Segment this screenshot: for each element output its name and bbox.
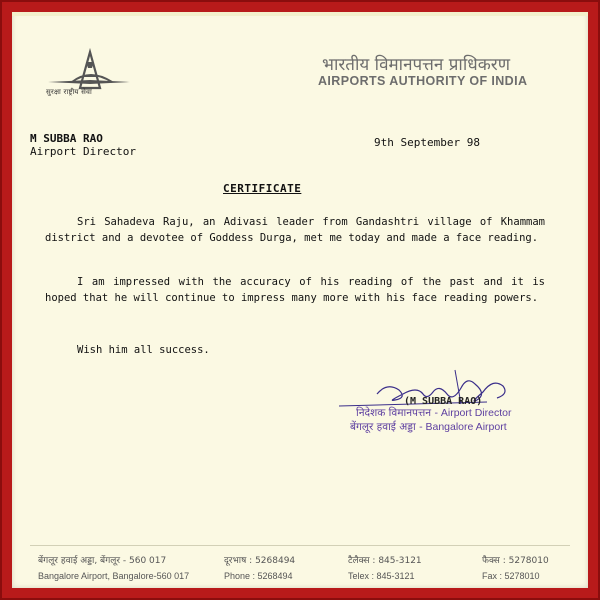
certificate-paragraph-1: Sri Sahadeva Raju, an Adivasi leader from Gandashtri village of Khammam district and a devotee of Goddess Durga, met me today and made a face reading.: [45, 216, 545, 244]
footer-phone-hindi: दूरभाष : 5268494: [224, 556, 296, 566]
certificate-paragraph-2: I am impressed with the accuracy of his reading of the past and it is hoped that he will continue to impress many more with his face reading powers.: [45, 276, 545, 304]
certificate-paragraph-3: Wish him all success.: [77, 344, 210, 356]
letter-page: [12, 12, 588, 588]
sender-designation: Airport Director: [30, 145, 136, 158]
designation-stamp-line-2: [350, 420, 507, 434]
footer-divider: [30, 545, 570, 546]
footer-address-hindi: बेंगलूर हवाई अड्डा, बेंगलूर - 560 017: [38, 556, 167, 566]
place-hindi: बेंगलूर हवाई अड्डा: [350, 421, 416, 433]
letter-date: 9th September 98: [374, 136, 480, 149]
designation-stamp-line-1: [356, 406, 511, 420]
sender-name: M SUBBA RAO: [30, 132, 103, 145]
footer-phone-english: Phone : 5268494: [224, 571, 293, 581]
place-english: - Bangalore Airport: [419, 421, 507, 433]
signatory-name: (M SUBBA RAO): [404, 396, 483, 407]
org-name-hindi: भारतीय विमानपत्तन प्राधिकरण: [322, 55, 510, 75]
designation-hindi: निदेशक विमानपत्तन: [356, 407, 432, 419]
footer-telex-hindi: टैलैक्स : 845-3121: [348, 556, 422, 566]
footer-phone: [224, 554, 295, 584]
footer-fax-english: Fax : 5278010: [482, 571, 540, 581]
designation-english: - Airport Director: [434, 407, 512, 419]
footer-telex: [348, 554, 422, 584]
footer-address: [38, 554, 189, 584]
footer-address-english: Bangalore Airport, Bangalore-560 017: [38, 571, 190, 581]
certificate-heading: CERTIFICATE: [223, 182, 302, 195]
logo-motto: सुरक्षा राष्ट्रीय सेवा: [46, 88, 92, 96]
org-name-english: AIRPORTS AUTHORITY OF INDIA: [318, 74, 528, 88]
letterhead-footer: [12, 545, 588, 588]
footer-telex-english: Telex : 845-3121: [348, 571, 415, 581]
sender-block: [30, 132, 136, 158]
footer-fax: [482, 554, 549, 584]
footer-fax-hindi: फैक्स : 5278010: [482, 556, 549, 566]
